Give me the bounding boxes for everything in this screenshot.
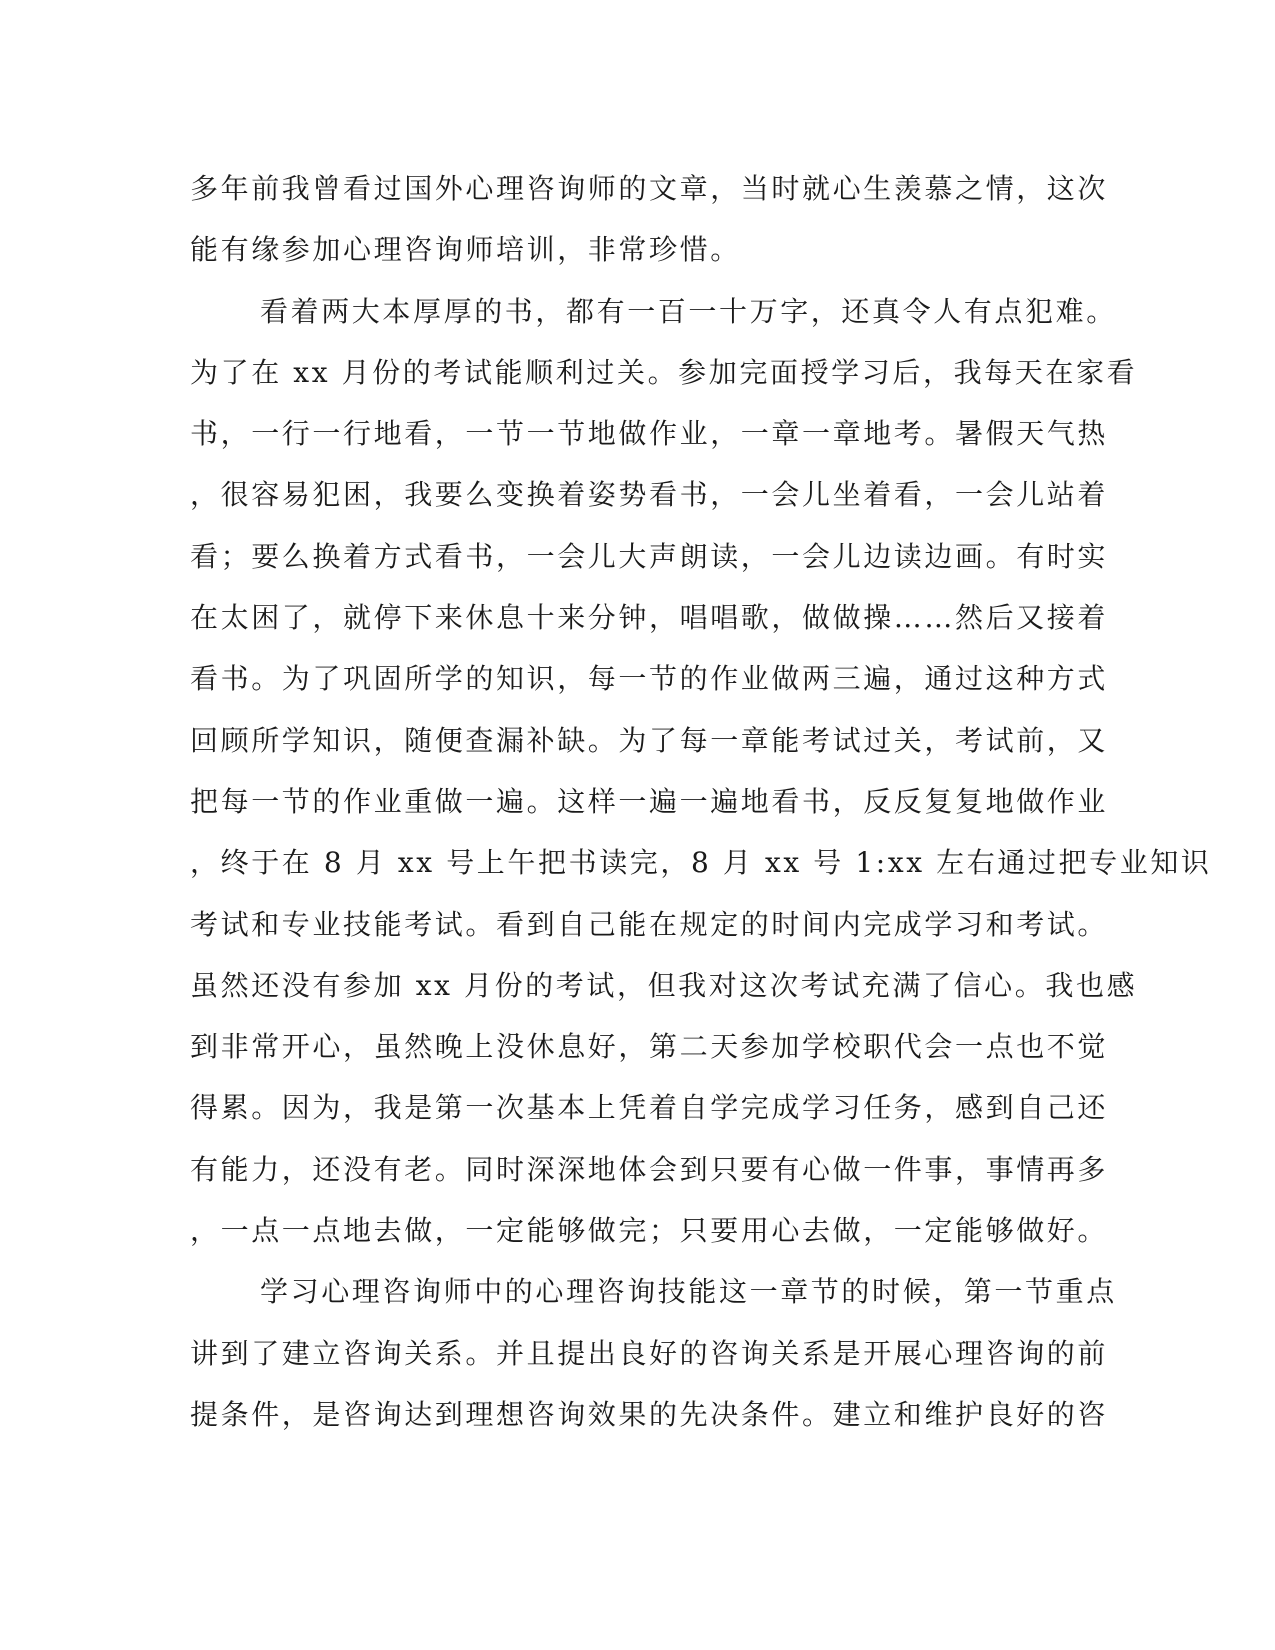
text-line: 书，一行一行地看，一节一节地做作业，一章一章地考。暑假天气热 xyxy=(190,417,1109,451)
text-line: ，一点一点地去做，一定能够做完；只要用心去做，一定能够做好。 xyxy=(190,1214,1109,1248)
text-line: 虽然还没有参加 xx 月份的考试，但我对这次考试充满了信心。我也感 xyxy=(190,968,1138,1002)
text-line: 看；要么换着方式看书，一会儿大声朗读，一会儿边读边画。有时实 xyxy=(190,539,1109,573)
text-line: ，终于在 8 月 xx 号上午把书读完，8 月 xx 号 1:xx 左右通过把专业知识 xyxy=(190,846,1212,880)
text-line: 有能力，还没有老。同时深深地体会到只要有心做一件事，事情再多 xyxy=(190,1152,1109,1186)
text-line: 回顾所学知识，随便查漏补缺。为了每一章能考试过关，考试前，又 xyxy=(190,723,1109,757)
text-line: 到非常开心，虽然晚上没休息好，第二天参加学校职代会一点也不觉 xyxy=(190,1030,1109,1064)
body-text xyxy=(190,158,1212,1445)
paragraph-start-line: 看着两大本厚厚的书，都有一百一十万字，还真令人有点犯难。 xyxy=(260,294,1117,328)
text-line: 得累。因为，我是第一次基本上凭着自学完成学习任务，感到自己还 xyxy=(190,1091,1109,1125)
text-line: 把每一节的作业重做一遍。这样一遍一遍地看书，反反复复地做作业 xyxy=(190,784,1109,818)
paragraph-start-line: 学习心理咨询师中的心理咨询技能这一章节的时候，第一节重点 xyxy=(260,1275,1117,1309)
text-line: 能有缘参加心理咨询师培训，非常珍惜。 xyxy=(190,233,741,267)
text-line: 看书。为了巩固所学的知识，每一节的作业做两三遍，通过这种方式 xyxy=(190,662,1109,696)
text-line: 为了在 xx 月份的考试能顺利过关。参加完面授学习后，我每天在家看 xyxy=(190,355,1138,389)
text-line: 考试和专业技能考试。看到自己能在规定的时间内完成学习和考试。 xyxy=(190,907,1109,941)
text-line: 提条件，是咨询达到理想咨询效果的先决条件。建立和维护良好的咨 xyxy=(190,1397,1109,1431)
text-line: 多年前我曾看过国外心理咨询师的文章，当时就心生羡慕之情，这次 xyxy=(190,172,1109,205)
text-line: ，很容易犯困，我要么变换着姿势看书，一会儿坐着看，一会儿站着 xyxy=(190,478,1109,512)
text-line: 在太困了，就停下来休息十来分钟，唱唱歌，做做操……然后又接着 xyxy=(190,601,1109,635)
text-line: 讲到了建立咨询关系。并且提出良好的咨询关系是开展心理咨询的前 xyxy=(190,1336,1109,1370)
